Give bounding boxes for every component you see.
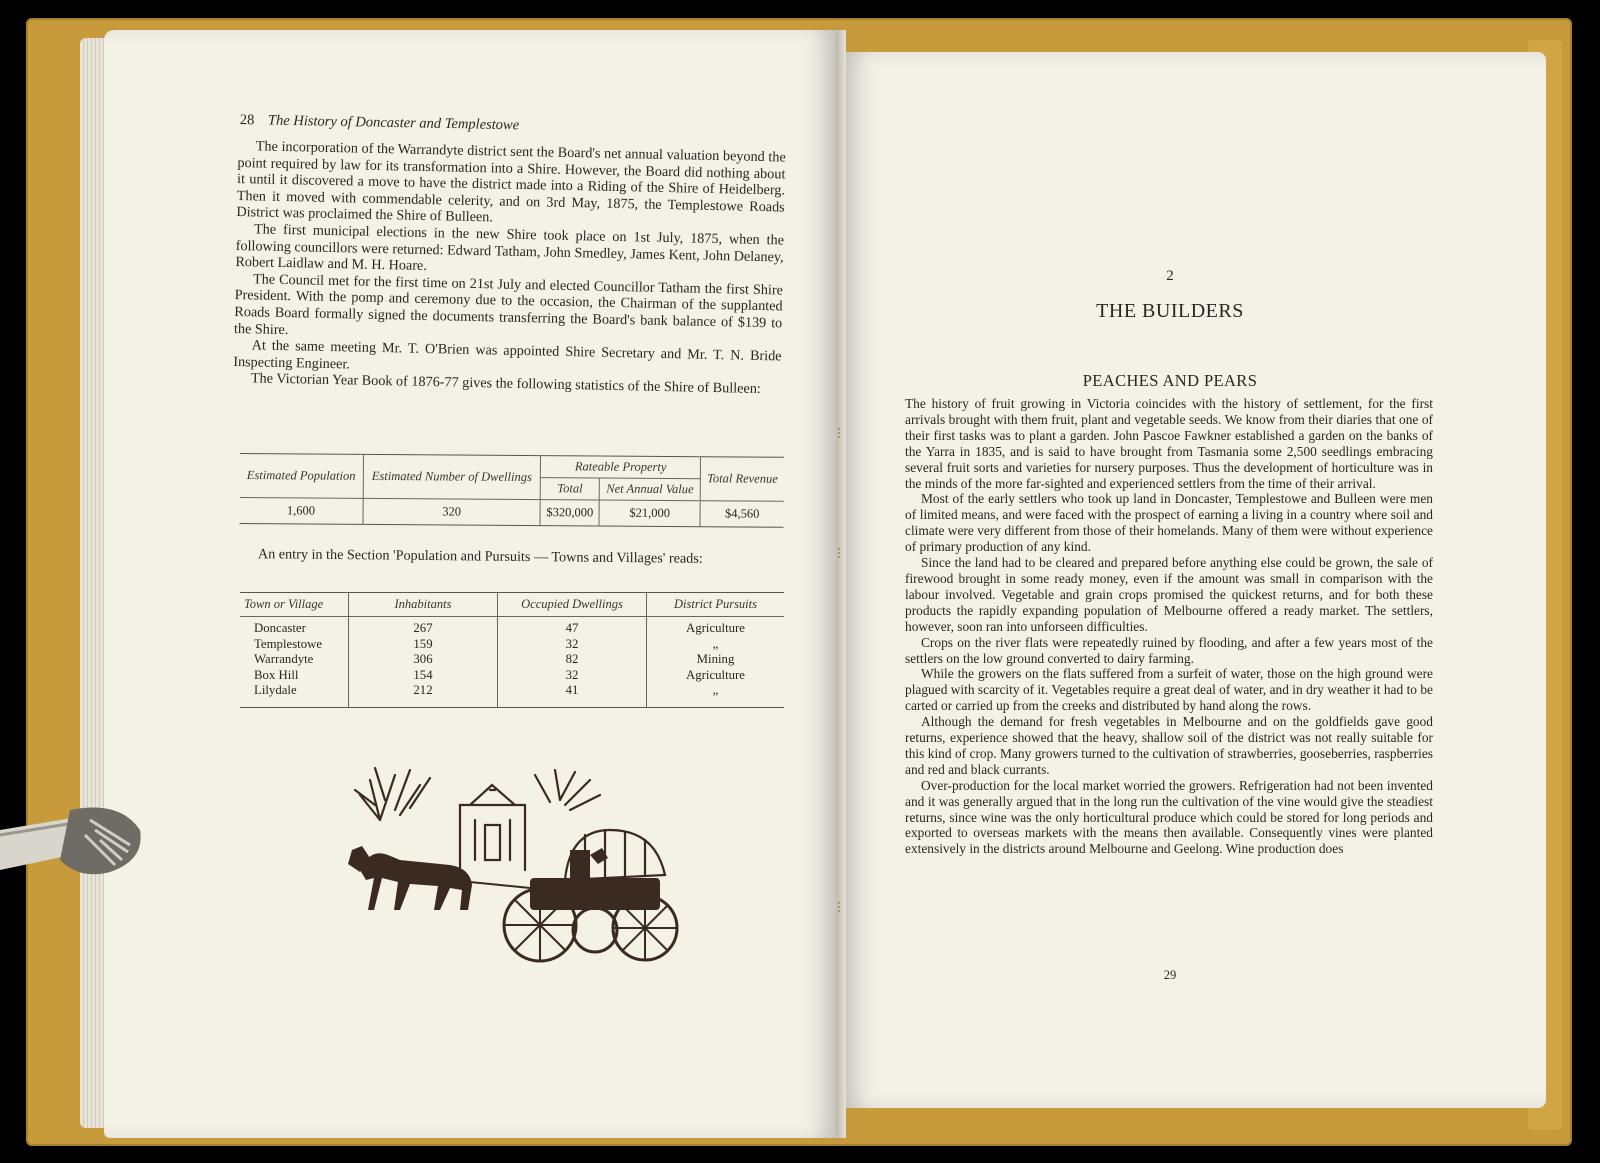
cell-inhabitants: 267 [349, 621, 498, 637]
cell-net-annual-value: $21,000 [599, 500, 700, 527]
cell-dwellings: 320 [363, 498, 541, 525]
header-total: Total [541, 478, 600, 500]
paragraph: The first municipal elections in the new Shire took place on 1st July, 1875, when the following councillors were returned: Edward Tatham, John Smedley, James Kent, John Delaney, Robert Laidlaw and M. H. Hoare. [235, 221, 785, 275]
paragraph: The incorporation of the Warrandyte district sent the Board's net annual valuation beyond the point required by law for its transformation into a Shire. However, the Board did nothing about it until it discovered a move to have the district made into a Riding of the Shire of Heidelberg. Then it moved with commendable celerity, and on 3rd May, 1875, the Templestowe Roads District was proclaimed the Shire of Bulleen. [236, 138, 786, 226]
running-title: The History of Doncaster and Templestowe [267, 112, 520, 134]
cell-town: Templestowe [240, 637, 349, 653]
right-page-number: 29 [1163, 968, 1177, 982]
cell-pursuit: Agriculture [686, 667, 745, 682]
horse-carriage-illustration [340, 760, 700, 970]
cell-dwellings: 47 [498, 621, 647, 637]
cell-dwellings: 32 [498, 637, 647, 653]
binding-stitch [838, 428, 846, 438]
chapter-title: THE BUILDERS [1096, 300, 1244, 322]
header-population: Estimated Population [240, 454, 363, 499]
cell-town: Lilydale [240, 683, 349, 707]
paragraph: Although the demand for fresh vegetables in Melbourne and on the goldfields gave good returns, experience showed that the heavy, shallow soil of the district was not really suitable for this kind of crop. Many growers turned to the cultivation of strawberries, gooseberries, raspberries and red and black currants. [905, 714, 1433, 777]
table-row [240, 497, 784, 527]
cell-inhabitants: 212 [349, 683, 498, 707]
binding-stitch [838, 902, 846, 912]
chapter-number: 2 [1166, 268, 1174, 284]
cell-dwellings: 41 [498, 683, 647, 707]
towns-table [240, 592, 784, 708]
paragraph: The history of fruit growing in Victoria coincides with the history of settlement, for the first arrivals brought with them fruit, plant and vegetable seeds. We know from their diaries that one of their first tasks was to plant a garden. John Pascoe Fawkner established a garden on the banks of the Yarra in 1835, and is said to have brought from Tasmania some 2,500 seedlings embracing several fruit sorts and varieties for nursery purposes. Thus the development of horticulture was in the minds of the more far-sighted and experienced settlers from the time of their arrival. [905, 396, 1433, 491]
paragraph: While the growers on the flats suffered from a surfeit of water, those on the high ground were plagued with scarcity of it. Vegetables require a great deal of water, and in dry weather it had to be carted or carried up from the creeks and distributed by hand along the rows. [905, 666, 1433, 714]
section-title: PEACHES AND PEARS [1082, 371, 1258, 390]
cell-dwellings: 32 [498, 668, 647, 684]
left-page-number: 28 [239, 112, 255, 129]
book-gutter [836, 30, 846, 1138]
paragraph: The Council met for the first time on 21st July and elected Councillor Tatham the first Shire President. With the pomp and ceremony due to the occasion, the Chairman of the supplanted Roads Board formally signed the documents transferring the Board's bank balance of $139 to the Shire. [233, 271, 784, 338]
paragraph: Crops on the river flats were repeatedly ruined by flooding, and after a few years most of the settlers on the low ground converted to dairy farming. [905, 634, 1433, 666]
cell-pursuit: Agriculture [686, 621, 745, 635]
table-row [240, 621, 784, 637]
cell-town: Box Hill [240, 668, 349, 684]
binding-stitch [838, 548, 846, 558]
right-body-text [905, 396, 1433, 857]
cell-dwellings: 82 [498, 652, 647, 668]
cell-population: 1,600 [240, 497, 363, 524]
table-row [240, 668, 784, 684]
paragraph: At the same meeting Mr. T. O'Brien was appointed Shire Secretary and Mr. T. N. Bride Inspecting Engineer. [233, 337, 782, 373]
header-district-pursuits: District Pursuits [647, 593, 785, 617]
paragraph: Most of the early settlers who took up land in Doncaster, Templestowe and Bulleen were men of limited means, and were faced with the prospect of earning a living in a country where soil and climate were very different from those of their homelands. Many of them were without experience of primary production of any kind. [905, 491, 1433, 555]
paragraph: Since the land had to be cleared and prepared before anything else could be grown, the sale of firewood brought in some ready money, even if the amount was small in comparison with the labour involved. Vegetable and grain crops promised the quickest returns, and for both these products the rapidly expanding population of Melbourne offered a ready market. The settlers, however, soon ran into unforseen difficulties. [905, 555, 1433, 634]
header-net-annual-value: Net Annual Value [599, 478, 700, 501]
cell-pursuit: Mining [696, 652, 735, 666]
cell-total-revenue: $4,560 [724, 506, 760, 521]
header-dwellings: Estimated Number of Dwellings [363, 454, 541, 499]
header-inhabitants: Inhabitants [349, 593, 498, 617]
cell-inhabitants: 154 [349, 668, 498, 684]
paragraph: The Victorian Year Book of 1876-77 gives the following statistics of the Shire of Bulleen: [250, 370, 761, 398]
header-rateable-property: Rateable Property [541, 456, 701, 479]
cell-town: Doncaster [240, 621, 349, 637]
cell-pursuit: „ [712, 636, 719, 651]
cell-inhabitants: 306 [349, 652, 498, 668]
table-row [240, 683, 784, 707]
paragraph: Over-production for the local market worried the growers. Refrigeration had not been invented and it was generally argued that in the long run the cultivation of the vine would give the steadiest returns, since wine was the only horticultural produce which could be stored for long periods and exported to overseas markets with the means then available. Consequently vines were planted extensively in the districts around Melbourne and Geelong. Wine production does [905, 777, 1433, 857]
cell-inhabitants: 159 [349, 637, 498, 653]
left-body-text [233, 138, 786, 398]
table-row [240, 652, 784, 668]
cell-town: Warrandyte [240, 652, 349, 668]
cell-pursuit: „ [712, 683, 719, 697]
header-occupied-dwellings: Occupied Dwellings [498, 593, 647, 617]
header-town: Town or Village [240, 593, 349, 617]
cell-total: $320,000 [540, 500, 599, 526]
paragraph: An entry in the Section 'Population and Pursuits — Towns and Villages' reads: [257, 546, 703, 567]
page-clip [0, 790, 150, 890]
header-total-revenue: Total Revenue [700, 457, 784, 502]
shire-statistics-table [240, 453, 784, 528]
table-row [240, 637, 784, 653]
